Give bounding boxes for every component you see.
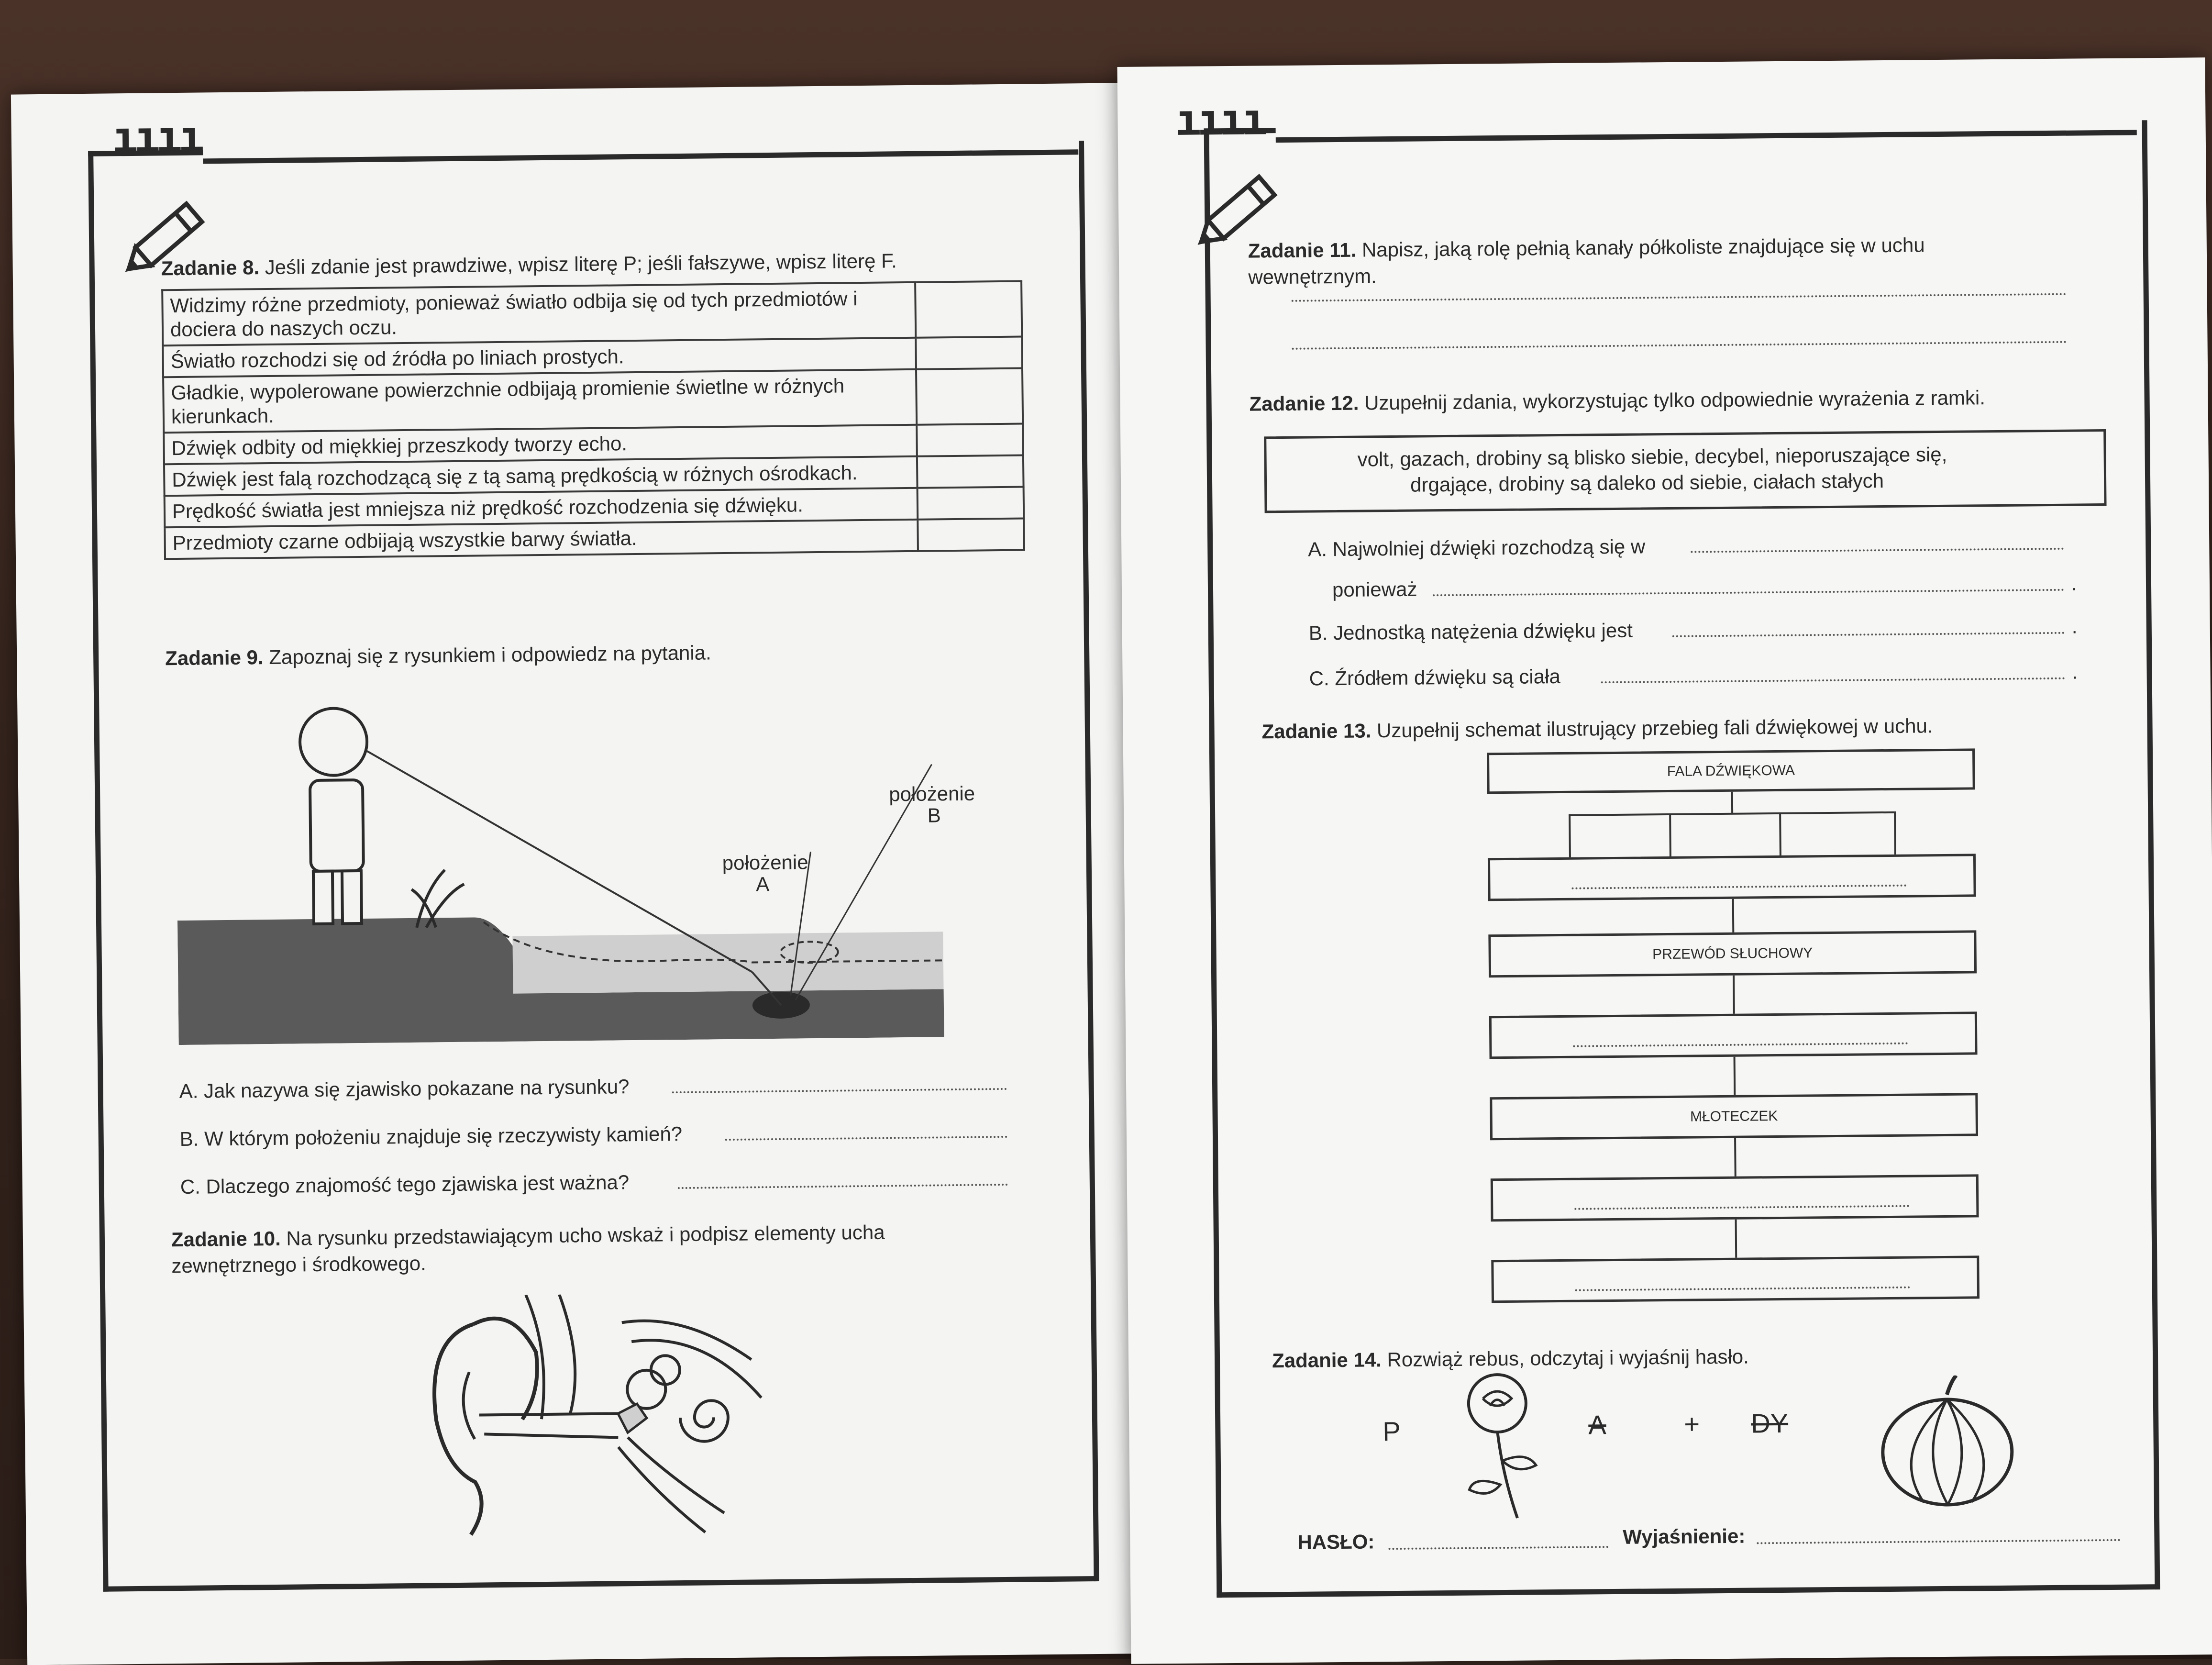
label-position-a-letter: A <box>755 873 770 896</box>
rose-icon <box>1449 1369 1546 1523</box>
answer-cell[interactable] <box>916 337 1022 369</box>
statement-cell: Widzimy różne przedmioty, ponieważ światło odbija się od tych przedmiotów i dociera do naszych oczu. <box>162 282 916 345</box>
statement-cell: Dźwięk odbity od miękkiej przeszkody tworzy echo. <box>164 425 917 464</box>
task8-heading: Zadanie 8. <box>161 256 260 280</box>
ear-illustration <box>416 1292 782 1545</box>
task10-heading: Zadanie 10. <box>171 1227 281 1251</box>
task10-instruction-2: zewnętrznego i środkowego. <box>171 1252 427 1277</box>
task12-instruction: Uzupełnij zdania, wykorzystując tylko odpowiednie wyrażenia z ramki. <box>1364 386 1986 414</box>
answer-cell[interactable] <box>916 368 1023 424</box>
label-position-b: położenie <box>889 782 975 806</box>
task11-instruction-2: wewnętrznym. <box>1248 265 1377 289</box>
statement-cell: Przedmioty czarne odbijają wszystkie barwy światła. <box>165 520 918 559</box>
task9-question-c: C. Dlaczego znajomość tego zjawiska jest ważna? <box>180 1171 630 1199</box>
task10-instruction-1: Na rysunku przedstawiającym ucho wskaż i podpisz elementy ucha <box>286 1221 885 1250</box>
refraction-illustration <box>175 692 992 1045</box>
word-bank-box <box>1264 429 2106 513</box>
pumpkin-icon <box>1875 1375 2019 1510</box>
period: . <box>2072 660 2078 683</box>
task14-heading: Zadanie 14. <box>1272 1348 1382 1372</box>
rebus-strike-dy: DY <box>1750 1408 1789 1439</box>
task9-question-b: B. W którym położeniu znajduje się rzeczywisty kamień? <box>179 1122 683 1151</box>
flow-box-blank[interactable] <box>1489 1011 1978 1059</box>
task12-sentence-a-because: ponieważ <box>1332 577 1417 601</box>
statement-cell: Dźwięk jest falą rozchodzącą się z tą samą prędkością w różnych ośrodkach. <box>164 456 917 496</box>
table-row <box>162 281 1022 346</box>
task9-question-a: A. Jak nazywa się zjawisko pokazane na rysunku? <box>179 1075 630 1103</box>
spiral-rings-icon: ıııı <box>111 111 201 163</box>
period: . <box>2071 572 2077 595</box>
label-position-a: położenie <box>722 851 808 875</box>
flow-box-ear-canal: PRZEWÓD SŁUCHOWY <box>1488 930 1977 977</box>
statement-cell: Światło rozchodzi się od źródła po liniach prostych. <box>163 338 916 377</box>
statement-cell: Gładkie, wypolerowane powierzchnie odbijają promienie świetlne w różnych kierunkach. <box>163 369 917 433</box>
task14-instruction: Rozwiąż rebus, odczytaj i wyjaśnij hasło. <box>1387 1345 1749 1371</box>
task13-instruction: Uzupełnij schemat ilustrujący przebieg fali dźwiękowej w uchu. <box>1376 714 1933 742</box>
spiral-rings-icon: ıııı <box>1174 94 1264 145</box>
word-bank-line-1: volt, gazach, drobiny są blisko siebie, decybel, nieporuszające się, <box>1357 443 1947 471</box>
flow-box-blank[interactable] <box>1491 1174 1979 1221</box>
left-page <box>11 83 1171 1665</box>
task12-sentence-c: C. Źródłem dźwięku są ciała <box>1309 665 1561 690</box>
task11-heading: Zadanie 11. <box>1248 238 1357 262</box>
right-page <box>1117 57 2212 1664</box>
answer-cell[interactable] <box>917 455 1024 488</box>
answer-cell[interactable] <box>918 518 1024 551</box>
task8-instruction: Jeśli zdanie jest prawdziwe, wpisz literę P; jeśli fałszywe, wpisz literę F. <box>265 249 897 279</box>
task13-heading: Zadanie 13. <box>1261 719 1371 743</box>
rebus-letter-p: P <box>1382 1416 1401 1447</box>
answer-cell[interactable] <box>915 281 1022 338</box>
task12-sentence-b: B. Jednostką natężenia dźwięku jest <box>1308 619 1633 644</box>
answer-cell[interactable] <box>917 423 1023 456</box>
period: . <box>2071 615 2078 638</box>
flow-box-blank[interactable] <box>1488 854 1976 901</box>
task12-heading: Zadanie 12. <box>1249 391 1359 415</box>
table-row <box>163 368 1023 433</box>
task9-heading: Zadanie 9. <box>165 646 264 670</box>
true-false-table <box>161 280 1025 560</box>
word-bank-line-2: drgające, drobiny są daleko od siebie, ciałach stałych <box>1410 469 1884 496</box>
rebus-plus: + <box>1683 1409 1700 1439</box>
task9-instruction: Zapoznaj się z rysunkiem i odpowiedz na pytania. <box>269 641 711 669</box>
task12-sentence-a: A. Najwolniej dźwięki rozchodzą się w <box>1308 535 1646 561</box>
flow-box-blank[interactable] <box>1491 1255 1980 1303</box>
flow-box-malleus: MŁOTECZEK <box>1490 1093 1978 1140</box>
rebus-strike-a: A <box>1588 1410 1606 1440</box>
haslo-label: HASŁO: <box>1297 1530 1375 1554</box>
flow-box-sound-wave: FALA DŹWIĘKOWA <box>1487 748 1975 794</box>
explanation-label: Wyjaśnienie: <box>1623 1524 1746 1548</box>
statement-cell: Prędkość światła jest mniejsza niż prędkość rozchodzenia się dźwięku. <box>165 488 918 527</box>
task11-instruction-1: Napisz, jaką rolę pełnią kanały półkoliste znajdujące się w uchu <box>1361 233 1925 261</box>
label-position-b-letter: B <box>927 804 941 827</box>
answer-cell[interactable] <box>917 487 1024 519</box>
